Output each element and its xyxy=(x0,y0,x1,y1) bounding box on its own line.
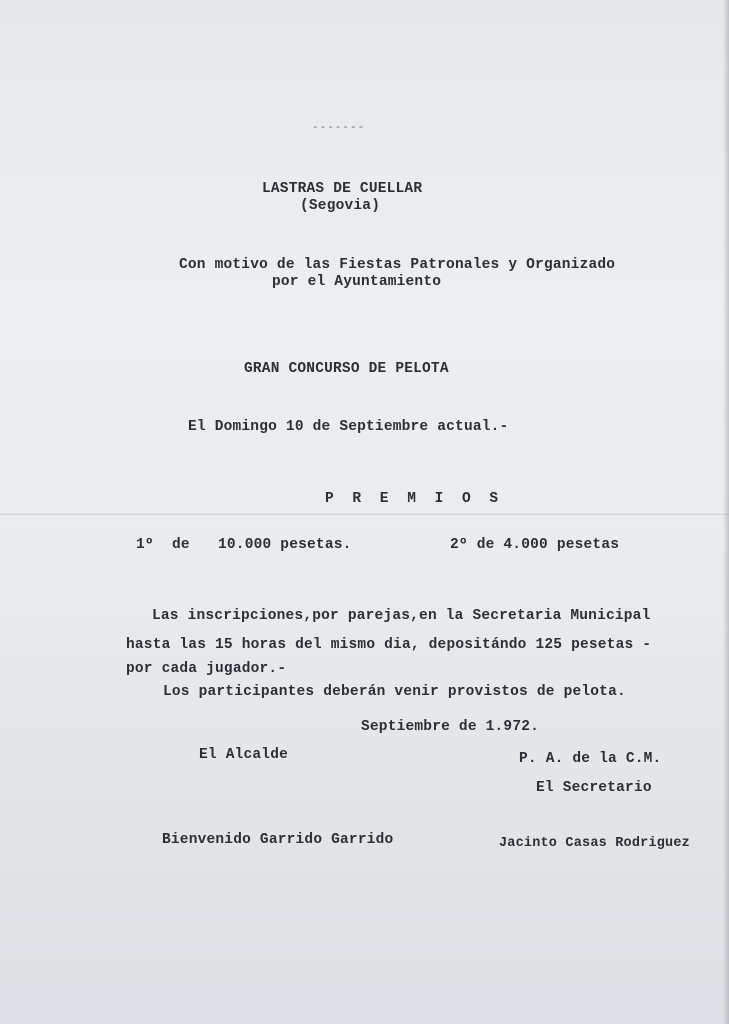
closing-date: Septiembre de 1.972. xyxy=(361,719,540,735)
body-line-1: Las inscripciones,por parejas,en la Secretaria Municipal xyxy=(152,608,651,624)
event-title: GRAN CONCURSO DE PELOTA xyxy=(244,361,449,377)
body-line-3: por cada jugador.- xyxy=(126,661,287,677)
signature-left-title: El Alcalde xyxy=(199,747,289,763)
second-prize: 2º de 4.000 pesetas xyxy=(450,537,620,553)
signature-left-name: Bienvenido Garrido Garrido xyxy=(162,832,394,848)
event-date: El Domingo 10 de Septiembre actual.- xyxy=(188,419,509,435)
first-prize-de: de xyxy=(172,537,190,553)
first-prize-rank: 1º xyxy=(136,537,154,553)
signature-right-title-2: El Secretario xyxy=(536,780,652,796)
body-line-2: hasta las 15 horas del mismo dia, depositándo 125 pesetas - xyxy=(126,637,652,653)
header-mark: ------- xyxy=(312,122,366,134)
paper-edge xyxy=(723,0,729,1024)
prizes-heading: P R E M I O S xyxy=(325,491,504,507)
signature-right-name: Jacinto Casas Rodriguez xyxy=(499,836,690,851)
town-name: LASTRAS DE CUELLAR xyxy=(262,181,423,197)
province-name: (Segovia) xyxy=(300,198,381,214)
signature-right-title-1: P. A. de la C.M. xyxy=(519,751,662,767)
fold-crease xyxy=(0,512,729,515)
intro-line-1: Con motivo de las Fiestas Patronales y Organizado xyxy=(179,257,616,273)
body-line-4: Los participantes deberán venir provistos de pelota. xyxy=(163,684,626,700)
first-prize-amount: 10.000 pesetas. xyxy=(218,537,352,553)
intro-line-2: por el Ayuntamiento xyxy=(272,274,442,290)
